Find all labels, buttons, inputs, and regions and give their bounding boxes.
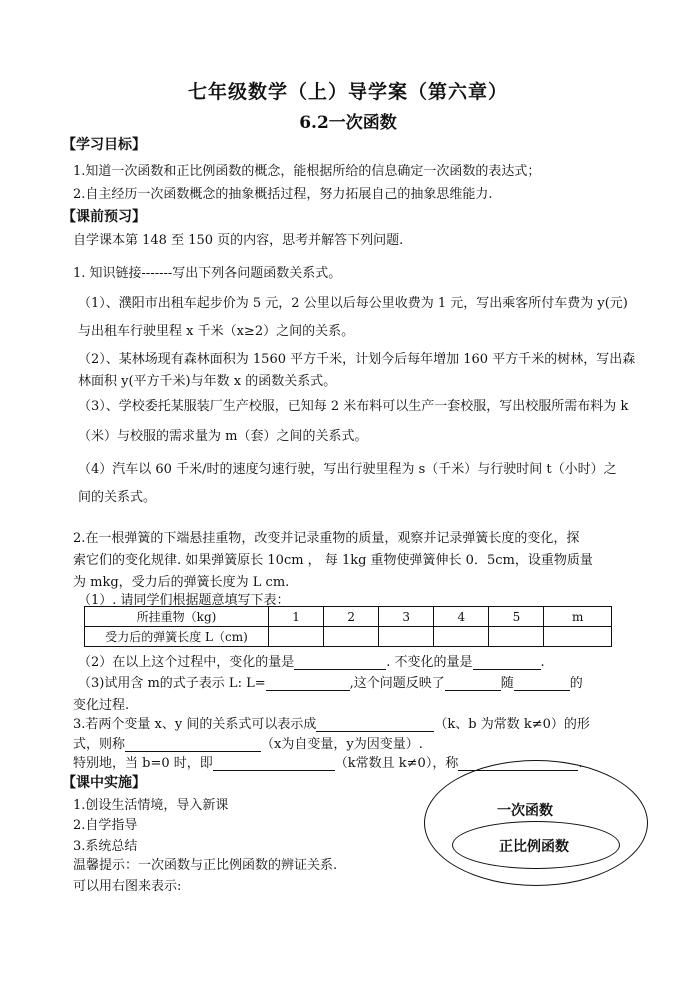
fill-table — [84, 606, 612, 647]
q3-line: 3.若两个变量 x、y 间的关系式可以表示成 （k、b 为常数 k≠0）的形 — [73, 717, 590, 732]
inclass-item: 1.创设生活情境，导入新课 — [73, 798, 229, 813]
answer-blank[interactable] — [266, 676, 350, 691]
q1-title: 1. 知识链接-------写出下列各问题函数关系式。 — [73, 266, 342, 281]
table-cell: 5 — [489, 607, 544, 627]
q1-item: 林面积 y(平方千米)与年数 x 的函数关系式。 — [78, 374, 337, 389]
q1-item: 间的关系式。 — [78, 490, 157, 505]
table-answer-cell[interactable] — [269, 627, 324, 647]
table-answer-cell[interactable] — [379, 627, 434, 647]
page-subtitle: 6.2一次函数 — [299, 113, 397, 133]
objectives-heading: 【学习目标】 — [62, 137, 146, 153]
table-row-head: 受力后的弹簧长度 L（cm) — [85, 627, 269, 647]
answer-blank[interactable] — [213, 756, 335, 771]
q2-line: 索它们的变化规律. 如果弹簧原长 10cm ， 每 1kg 重物使弹簧伸长 0．5cm，设重物质量 — [73, 553, 593, 568]
inclass-heading: 【课中实施】 — [62, 775, 146, 791]
q3-line: 特别地，当 b=0 时，即 （k常数且 k≠0），称 . — [73, 756, 583, 771]
preview-heading: 【课前预习】 — [62, 209, 146, 225]
table-cell: m — [544, 607, 612, 627]
table-cell: 1 — [269, 607, 324, 627]
table-answer-cell[interactable] — [434, 627, 489, 647]
q1-item: （2）、某林场现有森林面积为 1560 平方千米，计划今后每年增加 160 平方千米的树林，写出森 — [78, 352, 636, 367]
table-cell: 4 — [434, 607, 489, 627]
inclass-item: 3.系统总结 — [73, 839, 138, 854]
table-cell: 3 — [379, 607, 434, 627]
q2-sub3: （3)试用含 m的式子表示 L: L= ,这个问题反映了 随 的 — [78, 676, 583, 691]
preview-intro: 自学课本第 148 至 150 页的内容，思考并解答下列问题. — [73, 233, 404, 248]
answer-blank[interactable] — [125, 737, 261, 752]
q3-line: 式，则称 （x为自变量，y为因变量）. — [73, 737, 423, 752]
q1-item: 与出租车行驶里程 x 千米（x≥2）之间的关系。 — [78, 324, 355, 339]
table-row-head: 所挂重物（kg) — [85, 607, 269, 627]
answer-blank[interactable] — [316, 717, 434, 732]
q1-item: （1）、濮阳市出租车起步价为 5 元，2 公里以后每公里收费为 1 元，写出乘客所付车费为 y(元) — [78, 296, 628, 311]
q2-sub1: （1）. 请同学们根据题意填写下表： — [78, 593, 290, 608]
diagram-inner-label: 正比例函数 — [499, 839, 569, 855]
answer-blank[interactable] — [514, 676, 570, 691]
diagram-outer-label: 一次函数 — [497, 803, 553, 819]
answer-blank[interactable] — [294, 655, 386, 670]
table-answer-cell[interactable] — [489, 627, 544, 647]
answer-blank[interactable] — [445, 676, 501, 691]
inclass-item: 可以用右图来表示: — [73, 879, 182, 894]
table-answer-cell[interactable] — [544, 627, 612, 647]
table-cell: 2 — [324, 607, 379, 627]
q1-item: （3）、学校委托某服装厂生产校服，已知每 2 米布料可以生产一套校服，写出校服所需布料为 k — [78, 399, 629, 414]
q2-line: 为 mkg，受力后的弹簧长度为 L cm. — [73, 575, 290, 590]
table-answer-cell[interactable] — [324, 627, 379, 647]
inclass-item: 2.自学指导 — [73, 818, 138, 833]
q1-item: （米）与校服的需求量为 m（套）之间的关系式。 — [78, 429, 368, 444]
table-row — [85, 607, 612, 627]
q2-sub2: （2）在以上这个过程中，变化的量是 . 不变化的量是 . — [78, 655, 545, 670]
q2-line: 2.在一根弹簧的下端悬挂重物，改变并记录重物的质量，观察并记录弹簧长度的变化，探 — [73, 531, 580, 546]
inclass-item: 温馨提示：一次函数与正比例函数的辨证关系. — [73, 858, 338, 873]
objective-item: 2.自主经历一次函数概念的抽象概括过程，努力拓展自己的抽象思维能力. — [73, 187, 493, 202]
q1-item: （4）汽车以 60 千米/时的速度匀速行驶，写出行驶里程为 s（千米）与行驶时间 t（小时）之 — [78, 462, 617, 477]
objective-item: 1.知道一次函数和正比例函数的概念，能根据所给的信息确定一次函数的表达式； — [73, 164, 541, 179]
table-row — [85, 627, 612, 647]
page-title: 七年级数学（上）导学案（第六章） — [187, 81, 508, 103]
q2-sub3-end: 变化过程. — [73, 698, 130, 713]
answer-blank[interactable] — [473, 655, 541, 670]
